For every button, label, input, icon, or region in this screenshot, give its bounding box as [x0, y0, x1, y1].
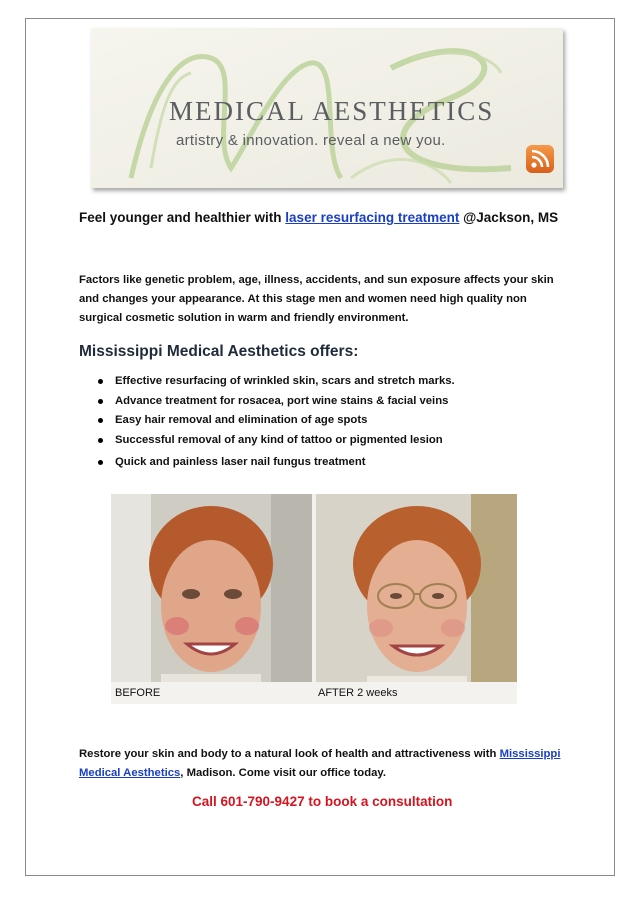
list-item: Advance treatment for rosacea, port wine stains & facial veins: [79, 392, 455, 412]
list-item: Effective resurfacing of wrinkled skin, scars and stretch marks.: [79, 372, 455, 392]
header-banner: [91, 28, 563, 188]
bullet-icon: [98, 460, 103, 465]
list-item: Successful removal of any kind of tattoo or pigmented lesion: [79, 431, 455, 451]
rss-feed-icon[interactable]: [526, 145, 554, 173]
list-item: Quick and painless laser nail fungus treatment: [79, 453, 455, 473]
intro-line: surgical cosmetic solution in warm and friendly environment.: [79, 312, 409, 324]
bullet-icon: [98, 379, 103, 384]
before-label: BEFORE: [115, 687, 161, 699]
after-label: AFTER 2 weeks: [318, 687, 398, 699]
page-headline: [79, 210, 558, 225]
brand-tagline: artistry & innovation. reveal a new you.: [176, 132, 446, 149]
intro-line: and changes your appearance. At this stage men and women need high quality non: [79, 293, 527, 305]
bullet-icon: [98, 399, 103, 404]
closing-paragraph: [79, 745, 564, 783]
brand-name: MEDICAL AESTHETICS: [169, 96, 495, 126]
intro-paragraph: [79, 271, 564, 328]
closing-line: Medical Aesthetics, Madison. Come visit our office today.: [79, 767, 386, 779]
before-after-illustration: [111, 494, 517, 704]
call-to-action: Call 601-790-9427 to book a consultation: [192, 794, 453, 809]
offers-title: Mississippi Medical Aesthetics offers:: [79, 343, 359, 360]
medical-aesthetics-link[interactable]: Medical Aesthetics: [79, 767, 181, 779]
headline-suffix: @Jackson, MS: [459, 210, 559, 225]
offers-list: [79, 372, 455, 473]
intro-line: Factors like genetic problem, age, illness, accidents, and sun exposure affects your skin: [79, 274, 554, 286]
mississippi-link-part1[interactable]: Mississippi: [499, 748, 561, 760]
bullet-icon: [98, 438, 103, 443]
headline-prefix: Feel younger and healthier with: [79, 210, 286, 225]
closing-line: Restore your skin and body to a natural look of health and attractiveness with Mississippi: [79, 748, 561, 760]
bullet-icon: [98, 418, 103, 423]
list-item: Easy hair removal and elimination of age spots: [79, 411, 455, 431]
laser-resurfacing-link[interactable]: laser resurfacing treatment: [285, 210, 460, 225]
before-after-photo: [111, 494, 517, 704]
